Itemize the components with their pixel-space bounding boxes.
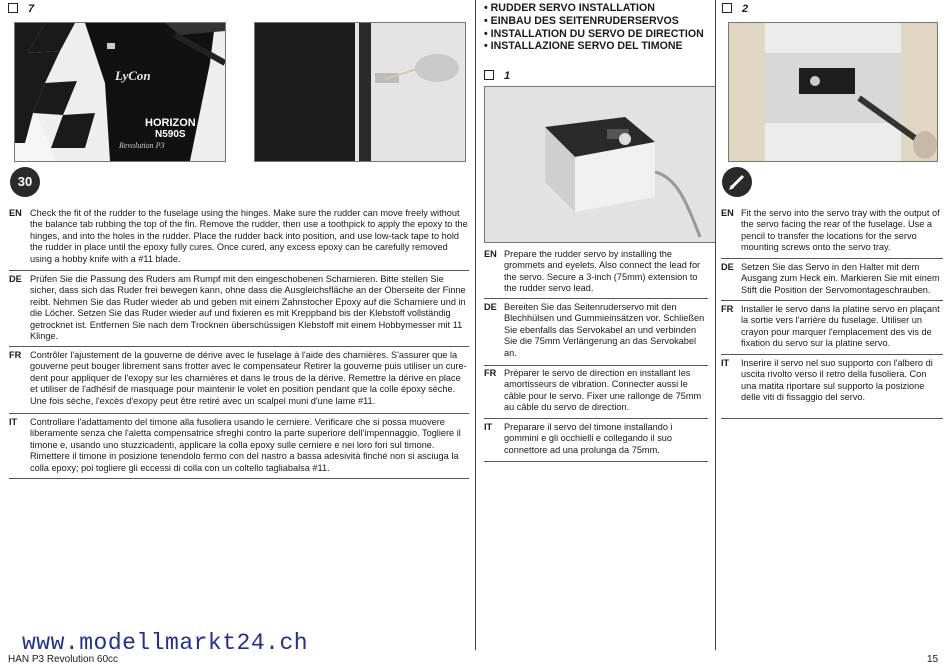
photo-text-model: Revolution P3: [119, 141, 165, 150]
right-text-block-fr: FR Installer le servo dans la platine servo en plaçant la sortie vers l'arrière du fuselage. Utiliser un crayon pour marquer l'emplacement des vis de fixation du servo sur la platine servo.: [721, 304, 940, 349]
photo-rudder-tail: [14, 22, 226, 162]
text-block-it: IT Controllare l'adattamento del timone alla fusoliera usando le cerniere. Verificare che si possa muovere liberamente senza che l'aletta compensatrice sfreghi contro la parte superiore dell'impennaggio. Togliere il timone e, usando uno stuzzicadenti, applicare la colla epoxy sulle cerniere e nei loro fori sul timone. Rimettere il timone in posizione tenendolo fermo con del nastro a bassa adesività finché non si asciuga la colla epoxy; poi togliere gli eccessi di colla con un coltello tagliabalsa #11.: [9, 417, 461, 473]
text-block-en: EN Check the fit of the rudder to the fuselage using the hinges. Make sure the rudder can move freely without the balance tab rubbing the top of the fin. Remove the rudder, then use a toothpick to apply the epoxy to the hinges, and into the holes in the rudder. Place the rudder back into position, and use low-tack tape to hold the rudder in place until the epoxy fully cures. Once cured, any excess epoxy can be carefully removed using a hobby knife with a #11 blade.: [9, 208, 468, 264]
step-marker-7: 7: [8, 3, 34, 15]
separator: [484, 298, 708, 299]
separator: [9, 270, 469, 271]
right-text-block-it: IT Inserire il servo nel suo supporto con l'albero di uscita rivolto verso il retro della fusoliera. Con una matita riportare sul supporto la posizione delle viti di fissaggio del servo.: [721, 358, 933, 403]
photo-text-brand: LyCon: [115, 68, 151, 83]
checkbox-icon: [722, 3, 732, 13]
mid-text-block-it: IT Preparare il servo del timone installando i gommini e gli occhielli e collegando il suo connettore ad una prolunga da 75mm.: [484, 422, 673, 455]
separator: [721, 418, 943, 419]
separator: [721, 258, 943, 259]
section-heading: • RUDDER SERVO INSTALLATION • EINBAU DES SEITENRUDERSERVOS • INSTALLATION DU SERVO DE DIRECTION • INSTALLAZIONE SERVO DEL TIMONE: [484, 2, 714, 53]
separator: [484, 418, 708, 419]
separator: [721, 300, 943, 301]
separator: [484, 461, 708, 462]
step-number-badge: 30: [10, 167, 40, 197]
mid-text-block-en: EN Prepare the rudder servo by installing the grommets and eyelets. Also connect the lead for the servo. Secure a 3-inch (75mm) extension to the rudder servo lead.: [484, 249, 701, 294]
text-block-de: DE Prüfen Sie die Passung des Ruders am Rumpf mit den eingeschobenen Scharnieren. Bitte stellen Sie sicher, dass sich das Ruder frei bewegen kann, ohne dass die Ausgleichsfläche an der Oberseite der Finne reibt. Nehmen Sie das Ruder wieder ab und geben mit einem Zahnstocher Epoxy auf die Scharniere und in die Löcher. Setzen Sie das Ruder wieder auf und fixieren es mit Kreppband bis der Klebstoff vollständig getrocknet ist. Entfernen Sie nach dem Trocknen überschüssigen Klebstoff mit einem Hobbymesser mit 11 Klinge.: [9, 274, 466, 342]
column-divider-right: [715, 0, 716, 650]
document-title: HAN P3 Revolution 60cc: [8, 654, 119, 665]
mid-text-block-fr: FR Préparer le servo de direction en installant les amortisseurs de vibration. Connecter aussi le câble pour le servo. Fixer une rallonge de 75mm au câble du servo de direction.: [484, 368, 702, 413]
separator: [721, 354, 943, 355]
mid-text-block-de: DE Bereiten Sie das Seitenruderservo mit den Blechhülsen und Gummieinsätzen vor. Schließen Sie ebenfalls das Servokabel an und verbinden Sie die 75mm Verlängerung an das Servokabel an.: [484, 302, 705, 358]
page-number: 15: [927, 654, 939, 665]
checkbox-icon: [8, 3, 18, 13]
column-divider-left: [475, 0, 476, 650]
checkbox-icon: [484, 70, 494, 80]
separator: [9, 413, 469, 414]
photo-servo: [484, 86, 716, 243]
text-block-fr: FR Contrôler l'ajustement de la gouverne de dérive avec le fuselage à l'aide des charnières. S'assurer que la gouverne peut bouger librement sans frotter avec le compensateur Retirer la gouverne puis utiliser un cure-dent pour appliquer de l'exopy sur les charnières et dans le trous de la dérive. Remettre la dérive en place et utiliser de l'adhésif de masquage pour maintenir le volet en position pendant que la colle époxy sèche. Une fois sèche, l'excès d'exopy peut être retiré avec un scalpel muni d'une lame #11.: [9, 350, 467, 406]
photo-epoxy-hinge: [254, 22, 466, 162]
step-marker-1: 1: [484, 70, 510, 82]
photo-text-logo: HORIZON: [145, 117, 196, 129]
separator: [9, 346, 469, 347]
right-text-block-de: DE Setzen Sie das Servo in den Halter mit dem Ausgang zum Heck ein. Markieren Sie mit einem Stift die Position der Servomontageschrauben.: [721, 262, 940, 295]
separator: [484, 365, 708, 366]
separator: [9, 478, 469, 479]
pencil-icon: [722, 167, 752, 197]
photo-servo-tray: [728, 22, 938, 162]
step-marker-2: 2: [722, 3, 748, 15]
hinge-illustration: [255, 23, 465, 161]
watermark-url[interactable]: www.modellmarkt24.ch: [22, 630, 309, 656]
servo-illustration: [485, 87, 715, 242]
right-text-block-en: EN Fit the servo into the servo tray with the output of the servo facing the rear of the fuselage. Use a pencil to transfer the locations for the servo mounting screws onto the servo tray.: [721, 208, 940, 253]
servo-tray-illustration: [729, 23, 937, 161]
photo-text-registration: N590S: [155, 129, 186, 140]
